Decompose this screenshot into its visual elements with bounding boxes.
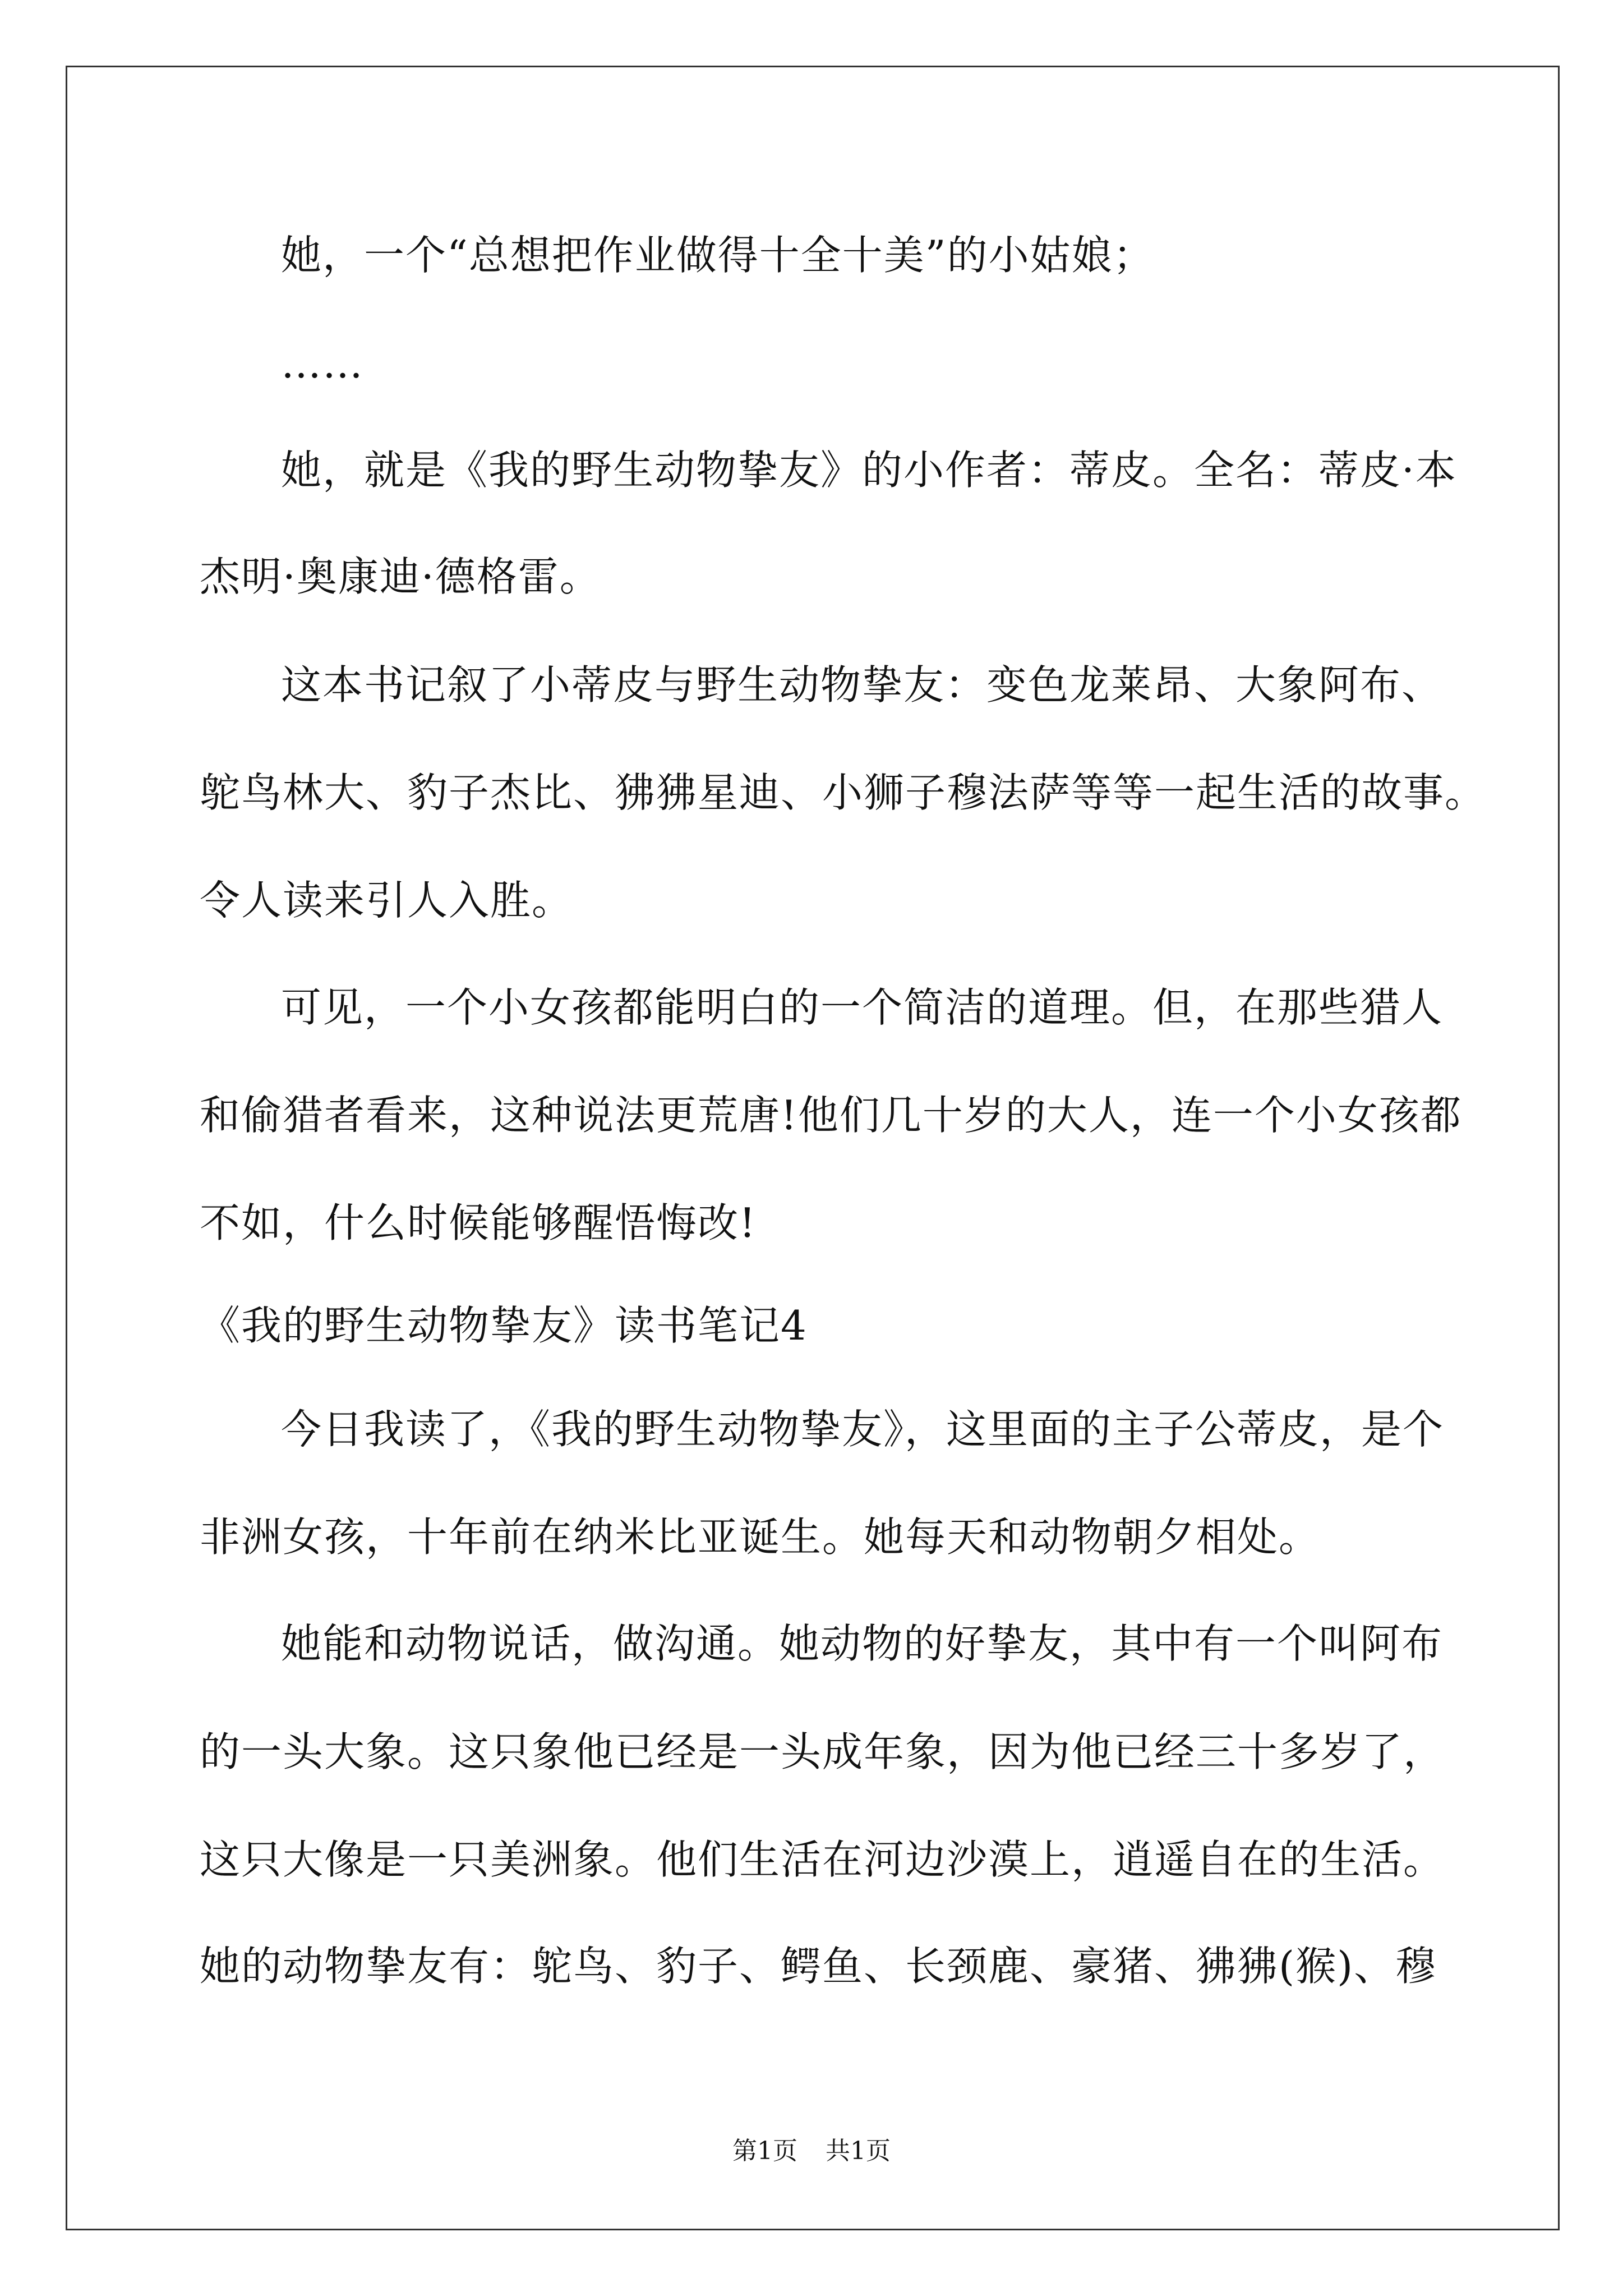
paragraph-line: 令人读来引人入胜。 xyxy=(200,877,574,924)
paragraph-line: 这本书记叙了小蒂皮与野生动物挚友：变色龙莱昂、大象阿布、 xyxy=(281,661,1444,708)
page-number: 第1页 xyxy=(732,2137,797,2165)
paragraph-line: …… xyxy=(281,340,364,387)
paragraph-line: 她，就是《我的野生动物挚友》的小作者：蒂皮。全名：蒂皮·本 xyxy=(281,447,1457,494)
paragraph-line: 不如，什么时候能够醒悟悔改! xyxy=(200,1199,757,1246)
paragraph-line: 她的动物挚友有：鸵鸟、豹子、鳄鱼、长颈鹿、豪猪、狒狒(猴)、穆 xyxy=(200,1943,1437,1990)
paragraph-line: 今日我读了，《我的野生动物挚友》，这里面的主子公蒂皮，是个 xyxy=(281,1406,1445,1453)
paragraph-line: 这只大像是一只美洲象。他们生活在河边沙漠上，逍遥自在的生活。 xyxy=(200,1836,1445,1883)
paragraph-line: 可见，一个小女孩都能明白的一个简洁的道理。但，在那些猎人 xyxy=(281,984,1444,1031)
page-total: 共1页 xyxy=(826,2137,891,2165)
paragraph-line: 和偷猎者看来，这种说法更荒唐!他们几十岁的大人，连一个小女孩都 xyxy=(200,1092,1462,1139)
paragraph-line: 鸵鸟林大、豹子杰比、狒狒星迪、小狮子穆法萨等等一起生活的故事。 xyxy=(200,769,1487,816)
paragraph-line: 杰明·奥康迪·德格雷。 xyxy=(200,553,601,600)
paragraph-line: 她，一个“总想把作业做得十全十美”的小姑娘； xyxy=(281,232,1155,279)
paragraph-line: 她能和动物说话，做沟通。她动物的好挚友，其中有一个叫阿布 xyxy=(281,1620,1444,1667)
paragraph-line: 非洲女孩，十年前在纳米比亚诞生。她每天和动物朝夕相处。 xyxy=(200,1513,1321,1561)
page-footer xyxy=(0,2134,1623,2168)
paragraph-line: 的一头大象。这只象他已经是一头成年象，因为他已经三十多岁了， xyxy=(200,1728,1445,1775)
section-heading: 《我的野生动物挚友》读书笔记4 xyxy=(200,1302,808,1349)
